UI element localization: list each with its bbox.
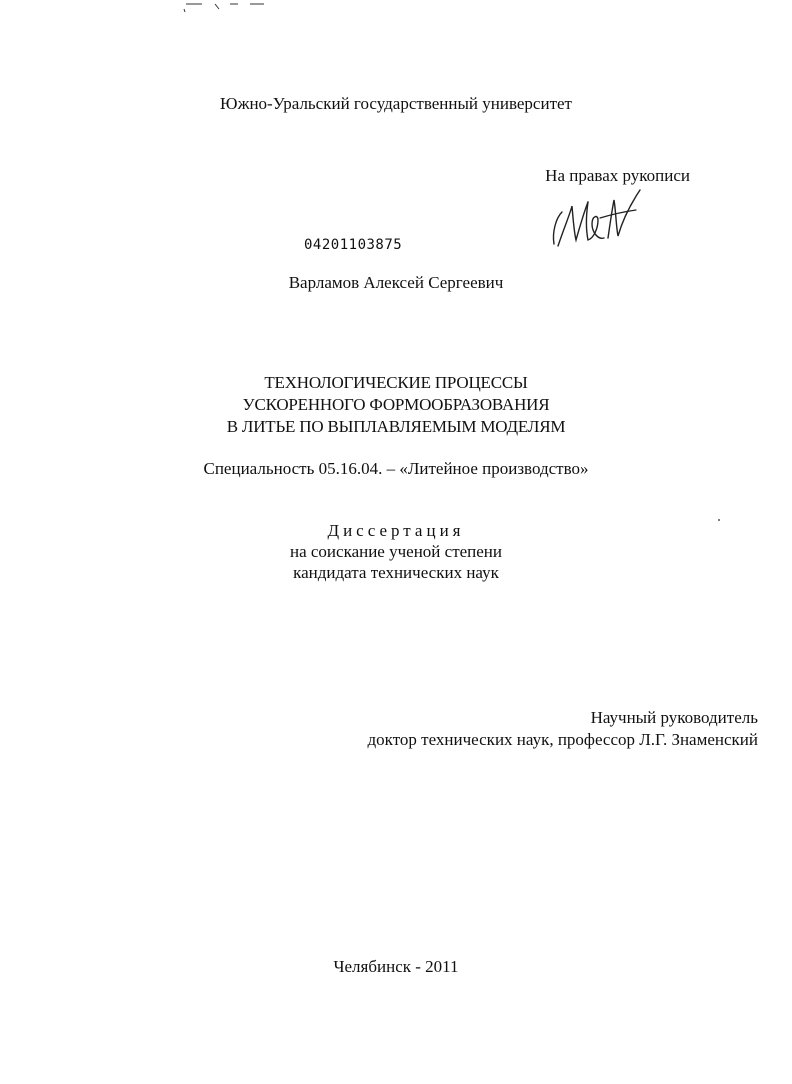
title-line-1: ТЕХНОЛОГИЧЕСКИЕ ПРОЦЕССЫ [264, 373, 528, 392]
title-line-2: УСКОРЕННОГО ФОРМООБРАЗОВАНИЯ [242, 395, 550, 414]
handwritten-signature [548, 188, 648, 254]
scan-speck [718, 519, 720, 521]
dissertation-heading: Диссертация [327, 521, 465, 540]
supervisor-name: доктор технических наук, профессор Л.Г. Знаменский [367, 730, 758, 749]
dissertation-degree-line-1: на соискание ученой степени [289, 542, 503, 561]
city-year: Челябинск - 2011 [333, 957, 459, 976]
supervisor-label: Научный руководитель [590, 708, 758, 727]
university-name: Южно-Уральский государственный университет [220, 94, 572, 113]
specialty: Специальность 05.16.04. – «Литейное производство» [203, 459, 589, 478]
scan-artifact-marks [180, 0, 270, 14]
manuscript-note: На правах рукописи [545, 166, 690, 185]
title-line-3: В ЛИТЬЕ ПО ВЫПЛАВЛЯЕМЫМ МОДЕЛЯМ [226, 417, 566, 436]
author-name: Варламов Алексей Сергеевич [288, 273, 504, 292]
dissertation-degree-line-2: кандидата технических наук [293, 563, 499, 582]
catalog-number: 04201103875 [304, 237, 403, 253]
